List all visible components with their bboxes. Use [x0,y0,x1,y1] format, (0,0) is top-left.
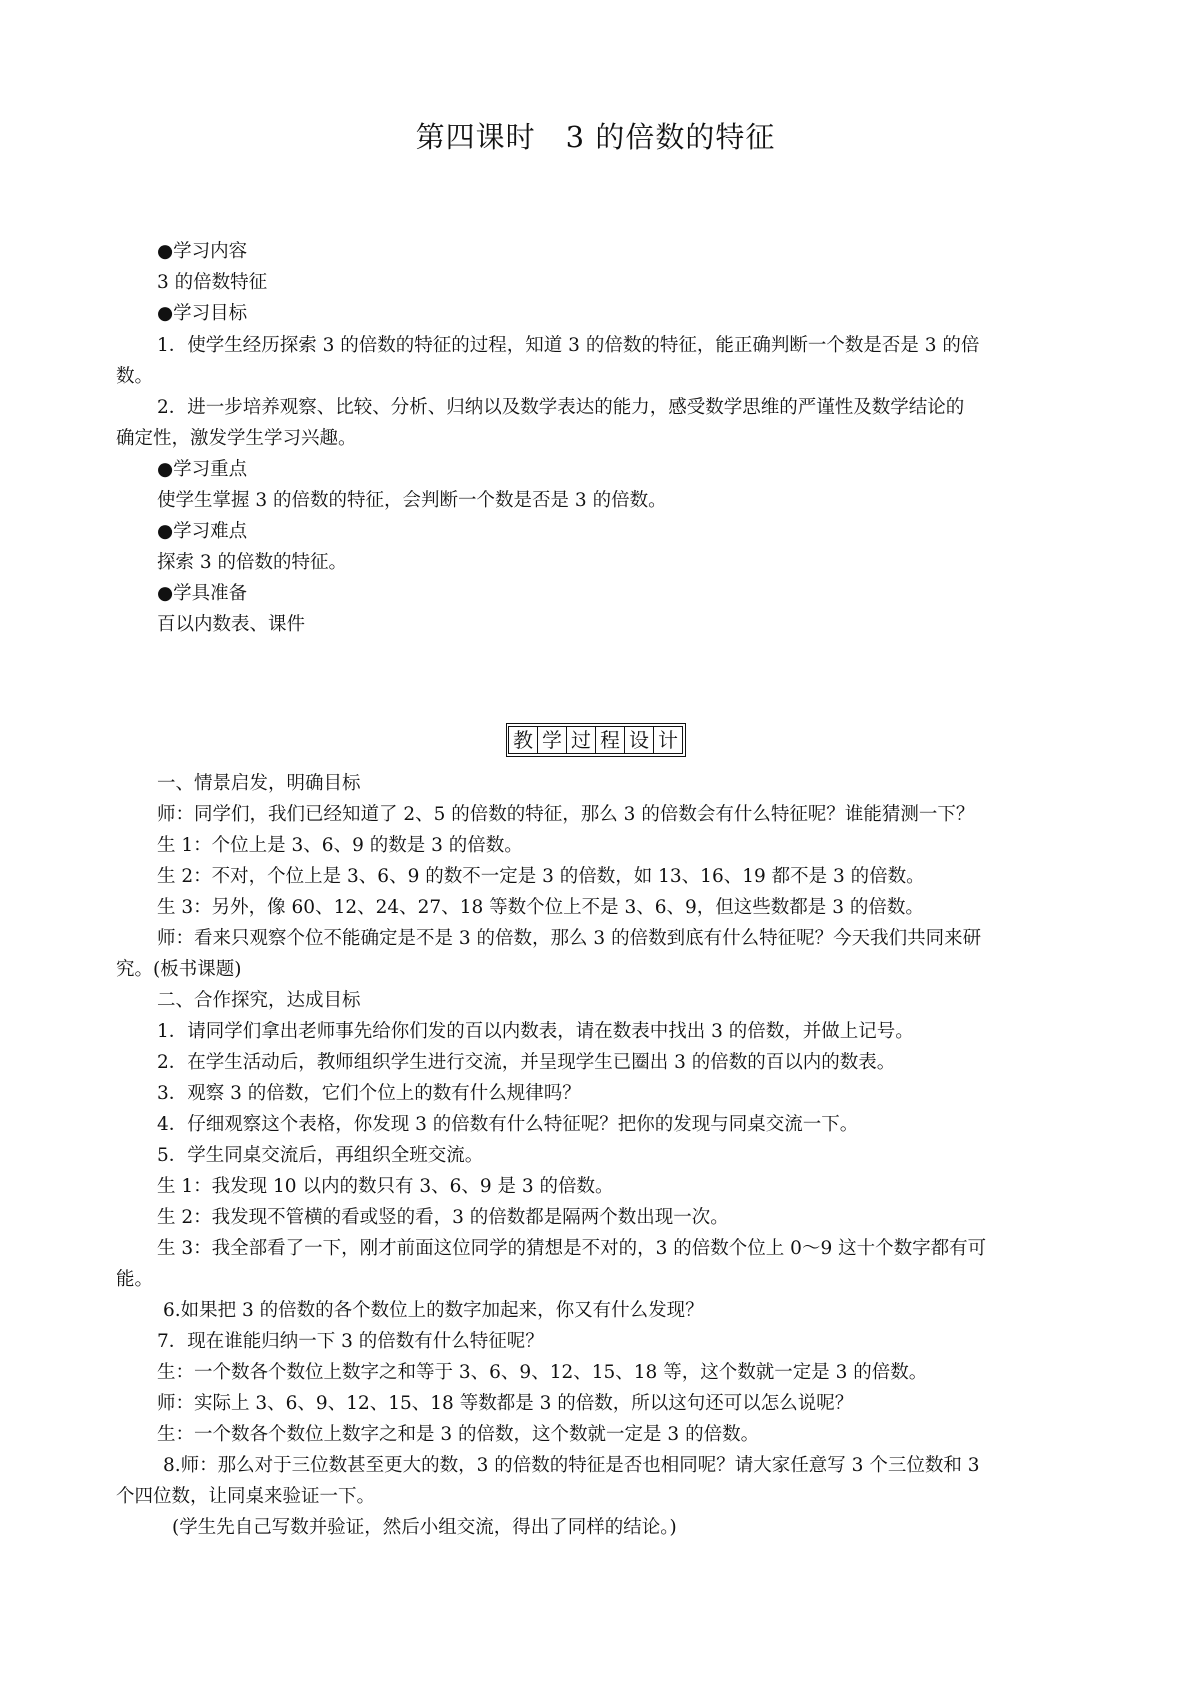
body-line: 师：实际上 3、6、9、12、15、18 等数都是 3 的倍数，所以这句还可以怎么说呢？ [157,1393,854,1414]
section-heading-char: 过 [566,726,596,754]
body-line: 生 3：我全部看了一下，刚才前面这位同学的猜想是不对的，3 的倍数个位上 0～9 这十个数字都有可 [157,1238,987,1259]
body-line: 6.如果把 3 的倍数的各个数位上的数字加起来，你又有什么发现？ [163,1300,704,1321]
intro-line: ●学习目标 [157,303,248,324]
section-heading [0,723,1191,757]
intro-line: 1．使学生经历探索 3 的倍数的特征的过程，知道 3 的倍数的特征，能正确判断一个数是否是 3 的倍 [157,335,980,356]
intro-line: 百以内数表、课件 [157,614,306,635]
body-line: 师：看来只观察个位不能确定是不是 3 的倍数，那么 3 的倍数到底有什么特征呢？今天我们共同来研 [157,928,982,949]
body-line: 能。 [116,1269,154,1290]
body-line: 4．仔细观察这个表格，你发现 3 的倍数有什么特征呢？把你的发现与同桌交流一下。 [157,1114,859,1135]
body-line: 生 2：不对，个位上是 3、6、9 的数不一定是 3 的倍数，如 13、16、19 都不是 3 的倍数。 [157,866,925,887]
intro-line: 2．进一步培养观察、比较、分析、归纳以及数学表达的能力，感受数学思维的严谨性及数学结论的 [157,397,965,418]
body-line: 生 1：我发现 10 以内的数只有 3、6、9 是 3 的倍数。 [157,1176,614,1197]
section-heading-char: 教 [508,726,538,754]
body-line: 2．在学生活动后，教师组织学生进行交流，并呈现学生已圈出 3 的倍数的百以内的数表。 [157,1052,896,1073]
intro-line: 使学生掌握 3 的倍数的特征，会判断一个数是否是 3 的倍数。 [157,490,667,511]
body-line: 个四位数，让同桌来验证一下。 [116,1486,376,1507]
body-line: 5．学生同桌交流后，再组织全班交流。 [157,1145,484,1166]
body-line: 1．请同学们拿出老师事先给你们发的百以内数表，请在数表中找出 3 的倍数，并做上记号。 [157,1021,914,1042]
page-title: 第四课时 3 的倍数的特征 [415,120,776,154]
intro-line: 确定性，激发学生学习兴趣。 [116,428,357,449]
section-heading-char: 程 [595,726,625,754]
intro-line: 数。 [116,366,154,387]
body-line: 生：一个数各个数位上数字之和是 3 的倍数，这个数就一定是 3 的倍数。 [157,1424,760,1445]
intro-line: ●学具准备 [157,583,248,604]
body-line: 生 1：个位上是 3、6、9 的数是 3 的倍数。 [157,835,523,856]
body-line: 二、合作探究，达成目标 [157,990,361,1011]
body-line: 生 3：另外，像 60、12、24、27、18 等数个位上不是 3、6、9，但这些数都是 3 的倍数。 [157,897,924,918]
body-line: 7．现在谁能归纳一下 3 的倍数有什么特征呢？ [157,1331,544,1352]
section-heading-char: 设 [624,726,654,754]
section-heading-frame [506,723,686,757]
section-heading-char: 计 [653,726,683,754]
intro-line: ●学习难点 [157,521,248,542]
body-line: 师：同学们，我们已经知道了 2、5 的倍数的特征，那么 3 的倍数会有什么特征呢？谁能猜测一下？ [157,804,975,825]
intro-line: 探索 3 的倍数的特征。 [157,552,348,573]
body-line: 一、情景启发，明确目标 [157,773,361,794]
section-heading-char: 学 [537,726,567,754]
intro-line: 3 的倍数特征 [157,272,268,293]
body-line: (学生先自己写数并验证，然后小组交流，得出了同样的结论。) [172,1517,677,1538]
body-line: 3．观察 3 的倍数，它们个位上的数有什么规律吗？ [157,1083,581,1104]
body-line: 生 2：我发现不管横的看或竖的看，3 的倍数都是隔两个数出现一次。 [157,1207,729,1228]
body-line: 8.师：那么对于三位数甚至更大的数，3 的倍数的特征是否也相同呢？请大家任意写 3 个三位数和 3 [163,1455,980,1476]
intro-line: ●学习重点 [157,459,248,480]
body-line: 生：一个数各个数位上数字之和等于 3、6、9、12、15、18 等，这个数就一定是 3 的倍数。 [157,1362,928,1383]
body-line: 究。(板书课题) [116,959,242,980]
intro-line: ●学习内容 [157,241,248,262]
